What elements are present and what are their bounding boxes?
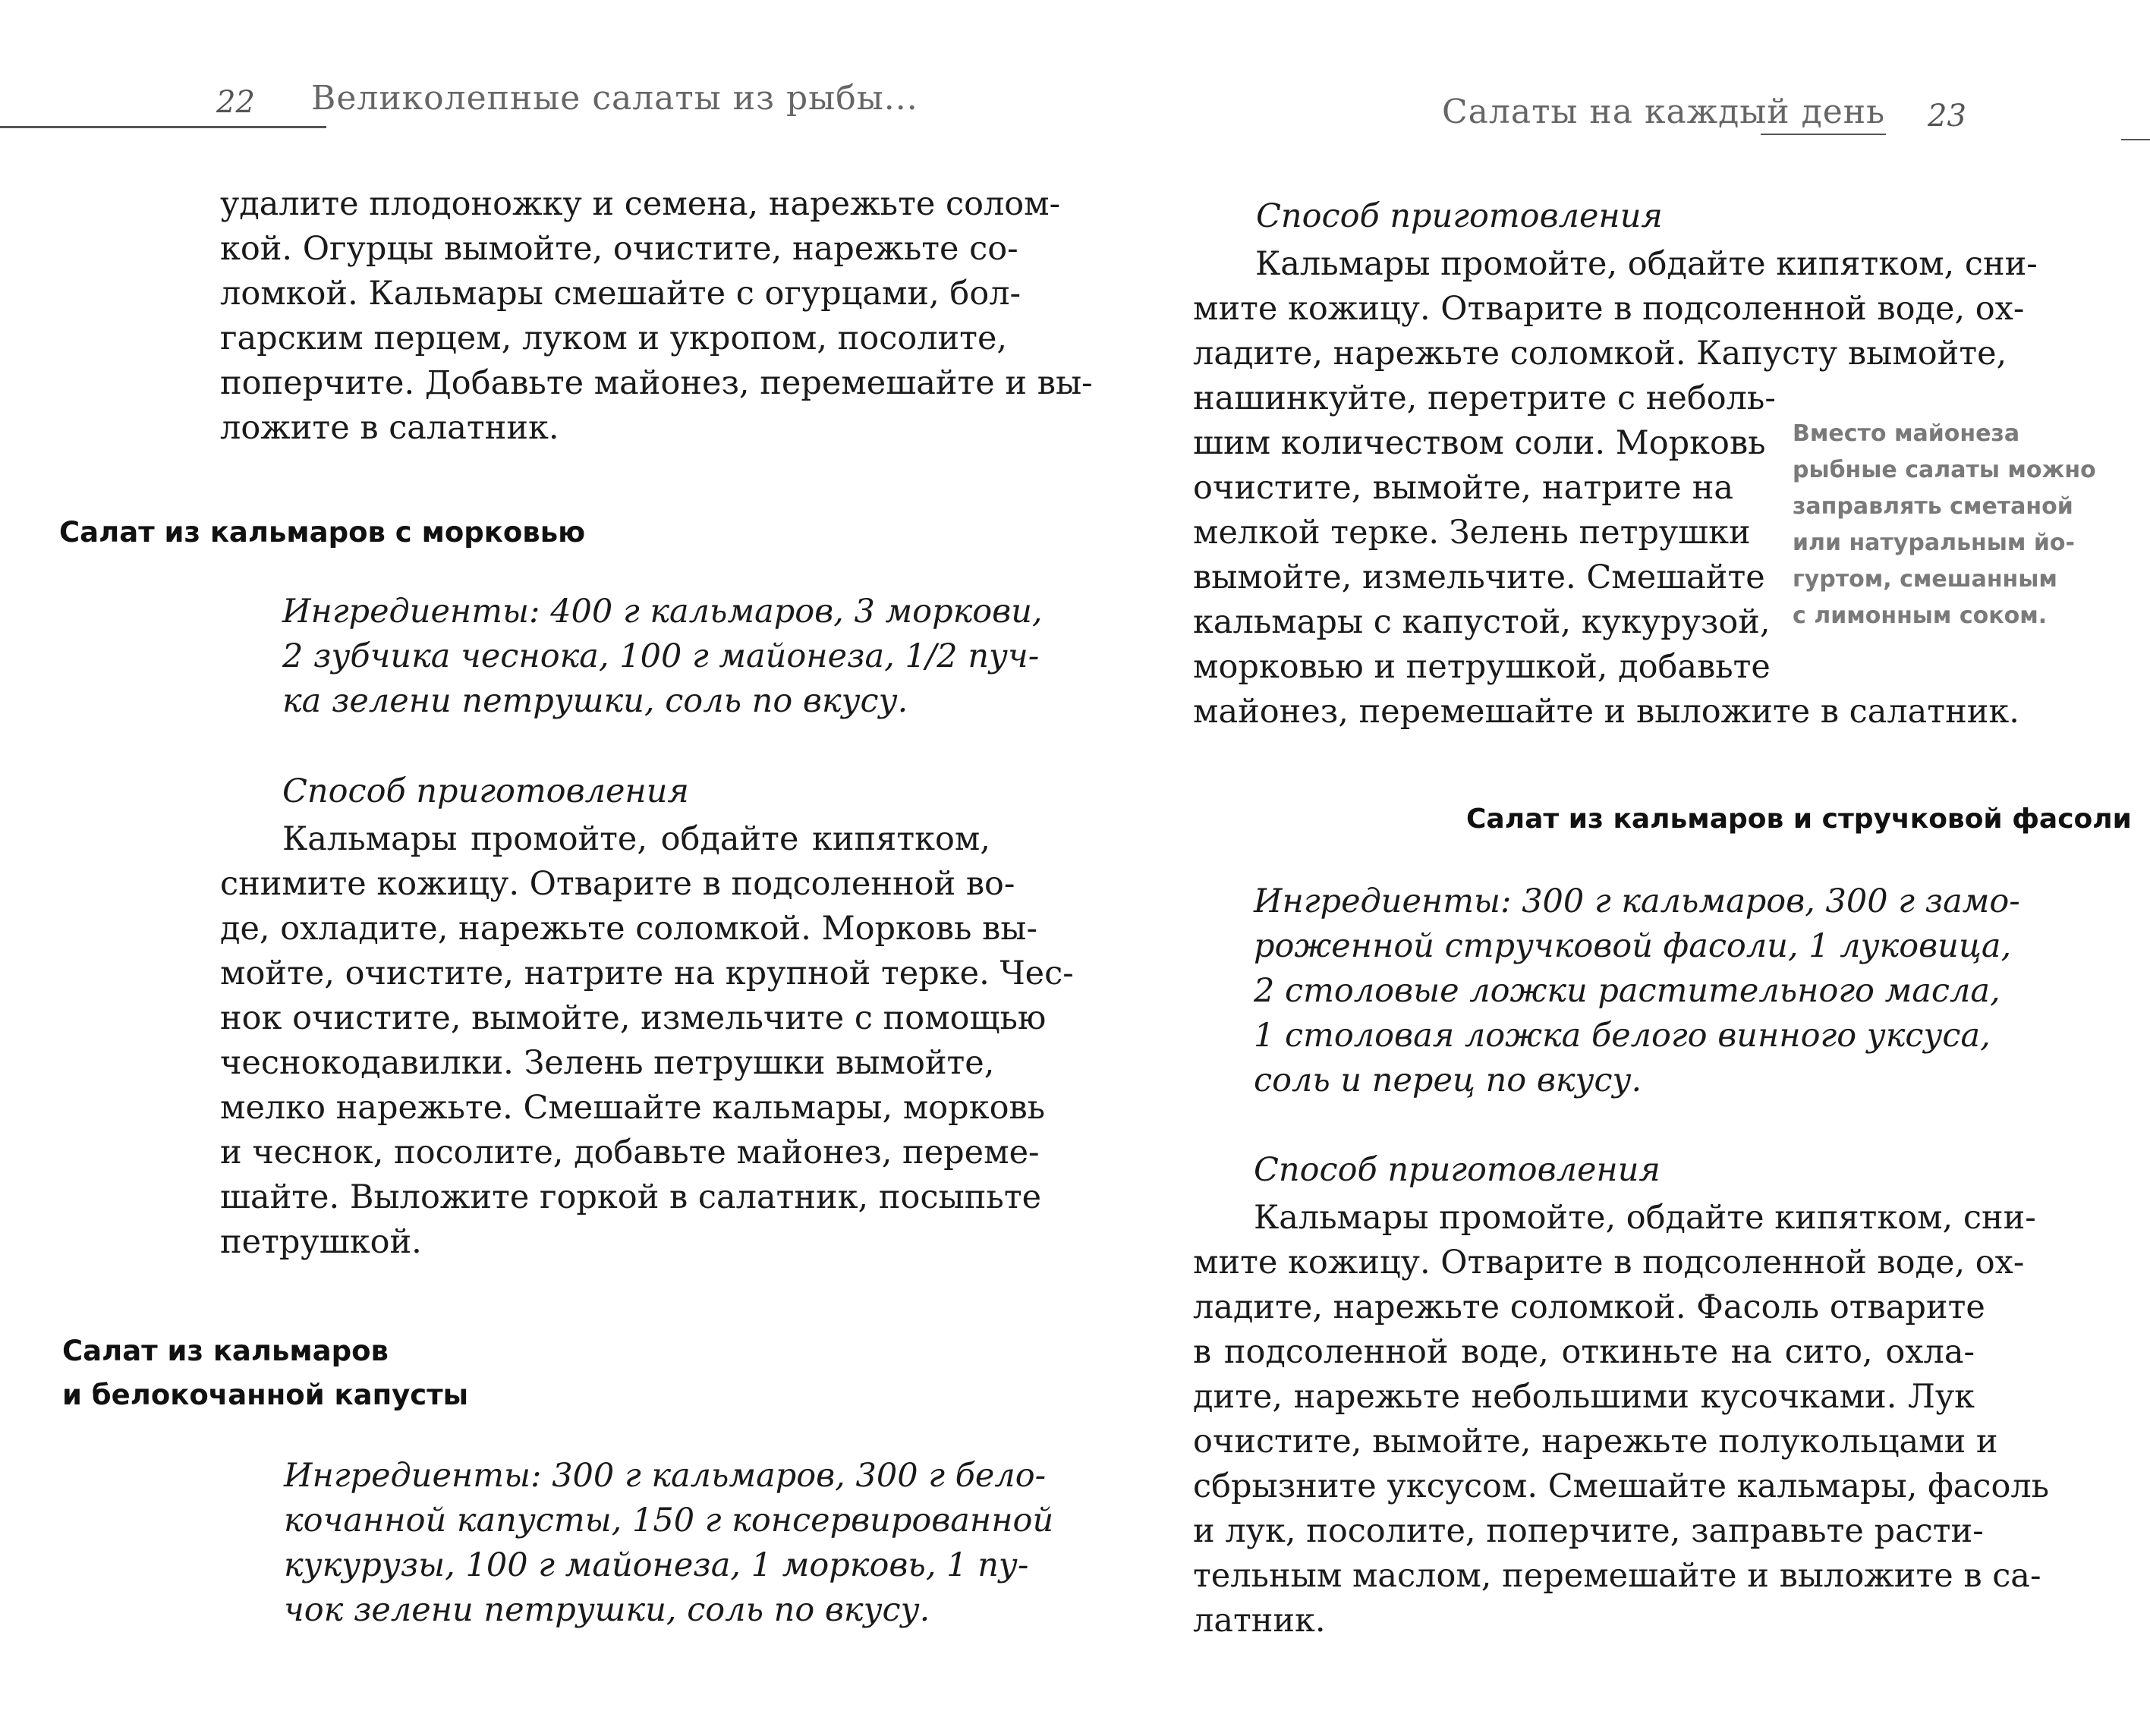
method-paragraph (1193, 1196, 2050, 1643)
text-line: соль и перец по вкусу. (1254, 1061, 1642, 1099)
text-line: и лук, посолите, поперчите, заправьте расти- (1193, 1512, 1984, 1550)
text-line: Кальмары промойте, обдайте кипятком, сни- (1255, 245, 2038, 283)
text-line: ладите, нарежьте соломкой. Капусту вымойте, (1193, 335, 2007, 373)
text-line: чок зелени петрушки, соль по вкусу. (284, 1591, 930, 1629)
method-paragraph-end (1193, 690, 2019, 734)
method-paragraph (220, 817, 1074, 1265)
method-heading: Способ приготовления (1254, 1151, 1661, 1189)
text-line: снимите кожицу. Отварите в подсоленной во- (220, 865, 1015, 903)
text-line: гарским перцем, луком и укропом, посолите, (220, 319, 1008, 357)
page-number: 23 (1928, 99, 1966, 134)
text-line: мойте, очистите, натрите на крупной терке. Чес- (220, 954, 1074, 992)
running-title: Салаты на каждый день (1442, 93, 1886, 131)
text-line: петрушкой. (220, 1223, 422, 1261)
ingredients (1254, 879, 2020, 1103)
text-line: кальмары с капустой, кукурузой, (1193, 603, 1771, 641)
text-line: 2 зубчика чеснока, 100 г майонеза, 1/2 пуч- (282, 637, 1040, 675)
text-line: очистите, вымойте, нарежьте полукольцами и (1193, 1423, 1998, 1461)
header-rule (0, 126, 326, 128)
text-line: нашинкуйте, перетрите с неболь- (1193, 379, 1776, 417)
method-heading: Способ приготовления (282, 772, 689, 810)
text-line: тельным маслом, перемешайте и выложите в са- (1193, 1557, 2041, 1595)
header-rule (1761, 134, 1886, 135)
text-line: нок очистите, вымойте, измельчите с помощью (220, 999, 1047, 1037)
header-rule (2121, 139, 2150, 140)
text-line: кочанной капусты, 150 г консервированной (284, 1502, 1054, 1539)
text-line: и чеснок, посолите, добавьте майонез, переме- (220, 1134, 1040, 1171)
text-line: сбрызните уксусом. Смешайте кальмары, фасоль (1193, 1467, 2050, 1505)
text-line: Кальмары промойте, обдайте кипятком, (282, 820, 990, 858)
text-line: кой. Огурцы вымойте, очистите, нарежьте со- (220, 230, 1018, 268)
intro-paragraph (220, 182, 1093, 451)
text-line: ка зелени петрушки, соль по вкусу. (282, 682, 908, 720)
method-paragraph-narrow (1193, 376, 1776, 690)
recipe-title: Салат из кальмаров с морковью (59, 516, 586, 549)
text-line: мелко нарежьте. Смешайте кальмары, морковь (220, 1089, 1046, 1127)
text-line: Ингредиенты: 300 г кальмаров, 300 г бело- (284, 1457, 1047, 1495)
text-line: ладите, нарежьте соломкой. Фасоль отварите (1193, 1288, 1985, 1326)
sidebar-line: с лимонным соком. (1793, 602, 2048, 629)
recipe-title (62, 1329, 468, 1417)
text-line: кукурузы, 100 г майонеза, 1 морковь, 1 пу- (284, 1546, 1029, 1584)
text-line: шайте. Выложите горкой в салатник, посыпьте (220, 1178, 1042, 1216)
sidebar-tip (1793, 416, 2104, 634)
sidebar-line: рыбные салаты можно (1793, 457, 2096, 483)
method-heading: Способ приготовления (1256, 197, 1663, 235)
text-line: 2 столовые ложки растительного масла, (1254, 972, 2000, 1010)
sidebar-line: или натуральным йо- (1793, 530, 2075, 556)
text-line: Кальмары промойте, обдайте кипятком, сни- (1254, 1199, 2036, 1237)
right-page (1078, 0, 2150, 1736)
text-line: Ингредиенты: 300 г кальмаров, 300 г замо- (1254, 882, 2020, 920)
text-line: морковью и петрушкой, добавьте (1193, 648, 1771, 686)
text-line: майонез, перемешайте и выложите в салатник. (1193, 693, 2019, 731)
text-line: шим количеством соли. Морковь (1193, 424, 1766, 462)
text-line: ложите в салатник. (220, 409, 559, 447)
text-line: дите, нарежьте небольшими кусочками. Лук (1193, 1378, 1975, 1416)
text-line: мите кожицу. Отварите в подсоленной воде, ох- (1193, 290, 2025, 328)
method-paragraph (1193, 242, 2038, 376)
text-line: вымойте, измельчите. Смешайте (1193, 558, 1765, 596)
page-number: 22 (216, 85, 255, 120)
text-line: латник. (1193, 1602, 1326, 1640)
ingredients (284, 1454, 1054, 1633)
text-line: очистите, вымойте, натрите на (1193, 469, 1733, 507)
text-line: де, охладите, нарежьте соломкой. Морковь вы- (220, 910, 1038, 948)
text-line: удалите плодоножку и семена, нарежьте солом- (220, 185, 1061, 223)
text-line: 1 столовая ложка белого винного уксуса, (1254, 1017, 1991, 1055)
recipe-title-line: Салат из кальмаров (62, 1335, 389, 1367)
running-title: Великолепные салаты из рыбы... (311, 79, 918, 118)
text-line: ломкой. Кальмары смешайте с огурцами, бол- (220, 275, 1021, 313)
text-line: в подсоленной воде, откиньте на сито, охла- (1193, 1333, 1975, 1371)
text-line: поперчите. Добавьте майонез, перемешайте и вы- (220, 364, 1093, 402)
sidebar-line: Вместо майонеза (1793, 420, 2020, 447)
recipe-title: Салат из кальмаров и стручковой фасоли (1466, 804, 2132, 835)
sidebar-line: заправлять сметаной (1793, 493, 2073, 520)
text-line: роженной стручковой фасоли, 1 луковица, (1254, 927, 2012, 965)
text-line: мите кожицу. Отварите в подсоленной воде, ох- (1193, 1244, 2025, 1282)
recipe-title-line: и белокочанной капусты (62, 1379, 469, 1411)
text-line: мелкой терке. Зелень петрушки (1193, 514, 1751, 552)
text-line: чеснокодавилки. Зелень петрушки вымойте, (220, 1044, 995, 1082)
text-line: Ингредиенты: 400 г кальмаров, 3 моркови, (282, 593, 1043, 631)
sidebar-line: гуртом, смешанным (1793, 566, 2057, 593)
ingredients (282, 590, 1043, 724)
